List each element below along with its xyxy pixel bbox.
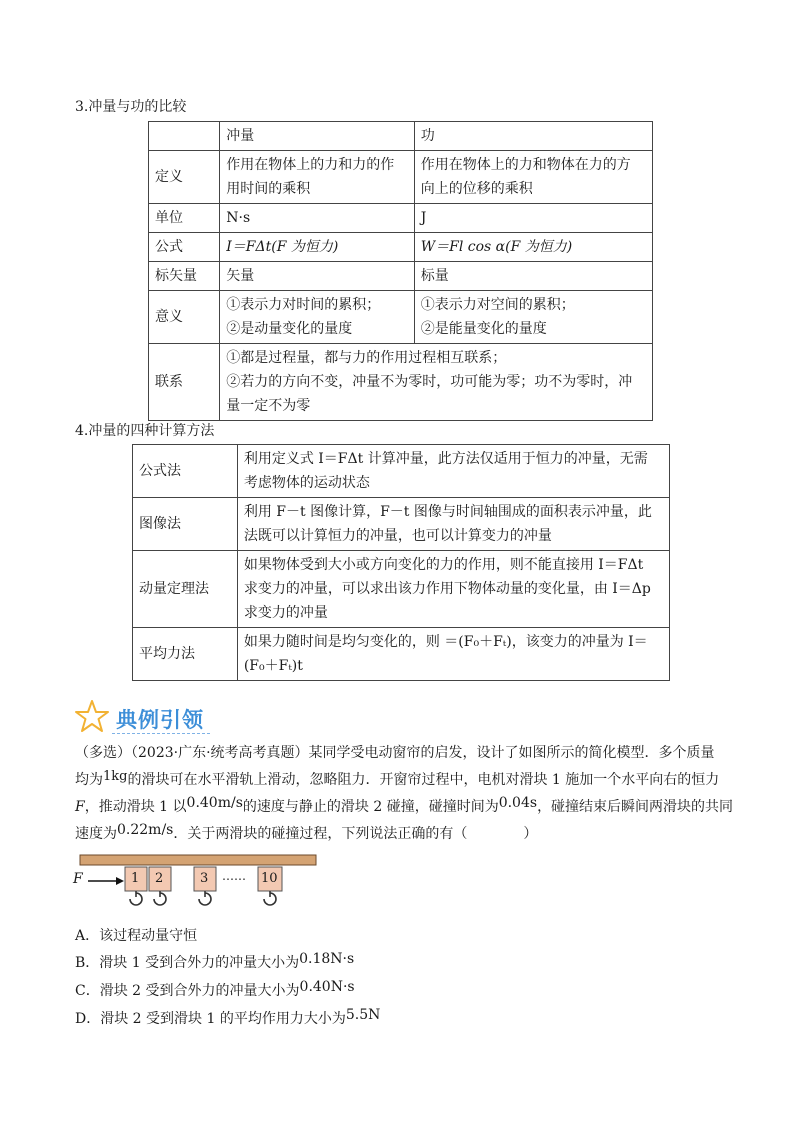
section-4-title: 4.冲量的四种计算方法 xyxy=(75,423,215,439)
cell-line: 如果物体受到大小或方向变化的力的作用，则不能直接用 I＝FΔt xyxy=(243,557,644,573)
table-row xyxy=(149,204,653,233)
impulse-cell: 矢量 xyxy=(220,262,414,291)
option-value: 0.18N·s xyxy=(299,951,355,967)
cell-line: 向上的位移的乘积 xyxy=(420,181,533,197)
impulse-cell xyxy=(220,291,414,344)
option-text: A．该过程动量守恒 xyxy=(75,928,198,944)
cell-line: ②是动量变化的量度 xyxy=(226,321,353,337)
option-text: C．滑块 2 受到合外力的冲量大小为 xyxy=(75,983,300,999)
table-row xyxy=(149,291,653,344)
method-label: 公式法 xyxy=(133,445,238,498)
work-cell: J xyxy=(414,204,652,233)
cell-line: 利用 F－t 图像计算，F－t 图像与时间轴围成的面积表示冲量，此 xyxy=(243,504,652,520)
cell-line: 法既可以计算恒力的冲量，也可以计算变力的冲量 xyxy=(243,528,552,544)
option-text: B．滑块 1 受到合外力的冲量大小为 xyxy=(75,955,300,971)
cell-line: 如果力随时间是均匀变化的，则 ＝(F₀＋Fₜ)，该变力的冲量为 I＝ xyxy=(243,634,648,650)
force-symbol: F xyxy=(75,799,85,815)
row-label: 意义 xyxy=(149,291,220,344)
work-cell: 标量 xyxy=(414,262,652,291)
cell-line: 求变力的冲量 xyxy=(243,605,328,621)
cell-line: ①都是过程量，都与力的作用过程相互联系； xyxy=(226,350,507,366)
method-label: 平均力法 xyxy=(133,628,238,681)
example-banner-title: 典例引领 xyxy=(116,708,204,732)
table-row xyxy=(133,628,670,681)
table-row xyxy=(149,344,653,421)
table-row xyxy=(149,262,653,291)
text-span: 的速度与静止的滑块 2 碰撞，碰撞时间为 xyxy=(242,799,499,815)
impulse-methods-table xyxy=(132,444,670,681)
text-span: 均为 xyxy=(75,772,103,788)
banner-underline xyxy=(112,733,210,734)
mass-value: 1kg xyxy=(103,769,128,784)
cell-line: 作用在物体上的力和力的作 xyxy=(226,157,395,173)
force-label: F xyxy=(73,871,83,887)
row-label: 单位 xyxy=(149,204,220,233)
table-row xyxy=(149,151,653,204)
velocity-value: 0.40m/s xyxy=(186,795,243,811)
table-row xyxy=(133,445,670,498)
header-cell-empty xyxy=(149,122,220,151)
merged-cell xyxy=(220,344,653,421)
table-row xyxy=(133,498,670,551)
impulse-cell: I＝FΔt(F 为恒力) xyxy=(220,233,414,262)
method-text xyxy=(237,445,669,498)
method-label: 图像法 xyxy=(133,498,238,551)
question-line-4 xyxy=(75,821,735,847)
cell-line: 作用在物体上的力和物体在力的方 xyxy=(420,157,631,173)
cell-line: ①表示力对空间的累积； xyxy=(420,297,575,313)
text-span: 的滑块可在水平滑轨上滑动，忽略阻力．开窗帘过程中，电机对滑块 1 施加一个水平向右的恒力 xyxy=(127,772,720,788)
text-span: ，推动滑块 1 以 xyxy=(84,799,187,815)
method-text xyxy=(237,628,669,681)
question-line-1: （多选）（2023·广东·统考高考真题）某同学受电动窗帘的启发，设计了如图所示的简化模型．多个质量 xyxy=(75,745,715,761)
option-d xyxy=(75,1008,380,1028)
cell-line: 量一定不为零 xyxy=(226,398,311,414)
row-label: 标矢量 xyxy=(149,262,220,291)
force-arrowhead xyxy=(116,877,124,885)
work-cell xyxy=(414,151,652,204)
rail xyxy=(80,855,316,865)
impulse-cell: N·s xyxy=(220,204,414,233)
row-label: 定义 xyxy=(149,151,220,204)
method-label: 动量定理法 xyxy=(133,551,238,628)
method-text xyxy=(237,498,669,551)
option-b xyxy=(75,952,354,972)
impulse-work-comparison-table xyxy=(148,121,653,421)
option-text: D．滑块 2 受到滑块 1 的平均作用力大小为 xyxy=(75,1011,346,1027)
star-outline-icon xyxy=(74,698,110,734)
time-value: 0.04s xyxy=(498,795,538,811)
option-value: 5.5N xyxy=(345,1007,381,1023)
section-3-title: 3.冲量与功的比较 xyxy=(75,99,187,115)
row-label: 公式 xyxy=(149,233,220,262)
cell-line: (F₀＋Fₜ)t xyxy=(243,658,303,674)
cell-line: 求变力的冲量，可以求出该力作用下物体动量的变化量，由 I＝Δp xyxy=(243,581,651,597)
table-row xyxy=(149,122,653,151)
cell-line: ②是能量变化的量度 xyxy=(420,321,547,337)
header-cell-work: 功 xyxy=(414,122,652,151)
header-cell-impulse: 冲量 xyxy=(220,122,414,151)
text-span: ，碰撞结束后瞬间两滑块的共同 xyxy=(537,799,734,815)
option-c xyxy=(75,980,355,1000)
cell-line: ①表示力对时间的累积； xyxy=(226,297,381,313)
ellipsis-label: …… xyxy=(222,869,246,883)
option-value: 0.40N·s xyxy=(299,979,355,995)
block-label: 3 xyxy=(200,871,209,886)
cell-line: 用时间的乘积 xyxy=(226,181,311,197)
velocity-value: 0.22m/s xyxy=(117,822,174,838)
text-span: ．关于两滑块的碰撞过程，下列说法正确的有（ ） xyxy=(173,826,538,842)
cell-line: ②若力的方向不变，冲量不为零时，功可能为零；功不为零时，冲 xyxy=(226,374,633,390)
question-line-2 xyxy=(75,767,735,794)
question-line-3 xyxy=(75,794,735,820)
block-label: 1 xyxy=(131,871,140,886)
method-text xyxy=(237,551,669,628)
cell-line: 利用定义式 I＝FΔt 计算冲量，此方法仅适用于恒力的冲量，无需 xyxy=(243,451,648,467)
impulse-cell xyxy=(220,151,414,204)
sliders-on-rail-figure xyxy=(70,853,320,918)
work-cell xyxy=(414,291,652,344)
table-row xyxy=(149,233,653,262)
block-label: 10 xyxy=(261,871,278,886)
row-label: 联系 xyxy=(149,344,220,421)
table-row xyxy=(133,551,670,628)
block-label: 2 xyxy=(155,871,164,886)
text-span: 速度为 xyxy=(75,826,117,842)
option-a xyxy=(75,925,197,945)
cell-line: 考虑物体的运动状态 xyxy=(243,475,370,491)
work-cell: W＝Fl cos α(F 为恒力) xyxy=(414,233,652,262)
